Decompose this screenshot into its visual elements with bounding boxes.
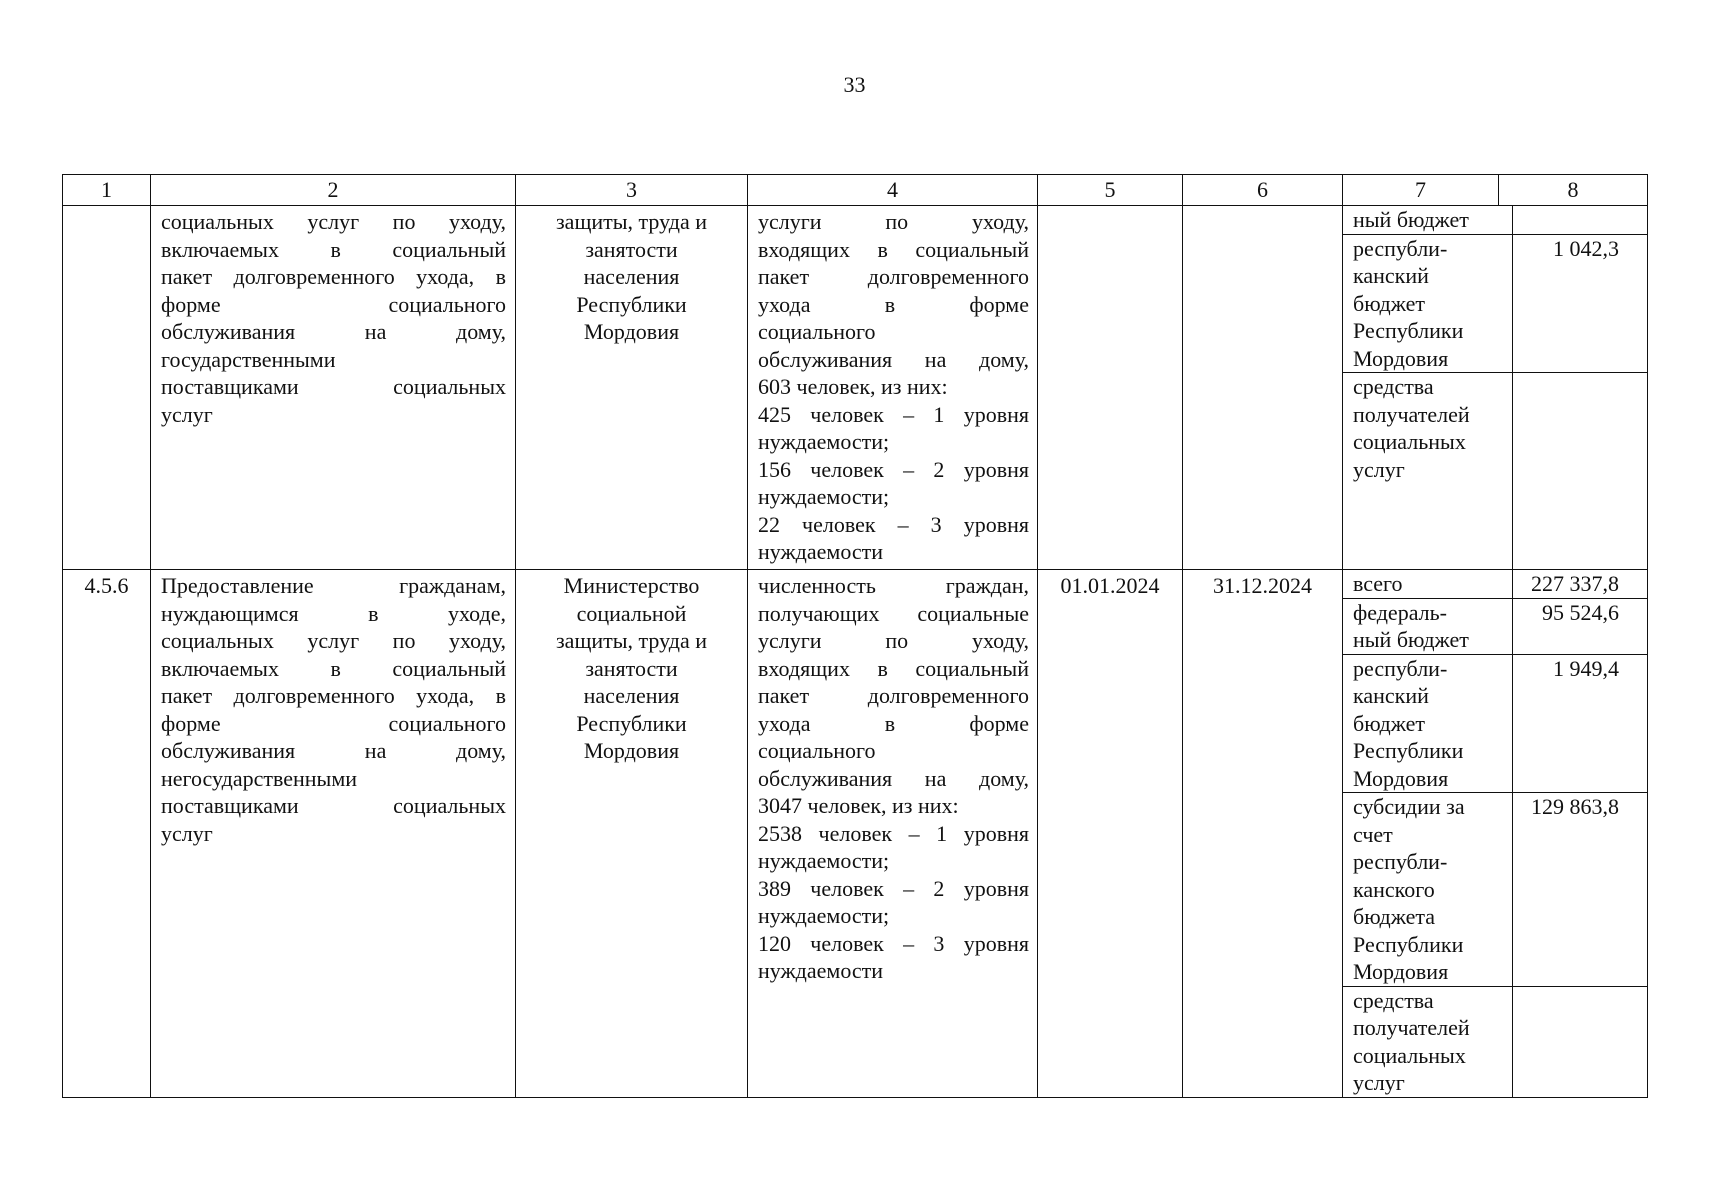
text-line: Мордовия — [583, 319, 680, 344]
text-line: защиты, труда и — [555, 209, 707, 234]
funding-amount — [1513, 373, 1648, 570]
text-line: нуждаемости — [758, 539, 884, 564]
text-line: услуг — [161, 401, 213, 427]
text-line: ухода в форме — [758, 710, 1029, 736]
text-line: поставщиками социальных — [161, 374, 506, 399]
header-col-8: 8 — [1567, 177, 1579, 202]
text-line: нуждаемости; — [758, 903, 890, 928]
text-line: 3047 человек, из них: — [758, 793, 959, 818]
text-line: населения — [583, 264, 680, 289]
text-line: нуждаемости — [758, 958, 884, 983]
funding-source: федераль- ный бюджет — [1343, 598, 1513, 654]
funding-amount — [1513, 206, 1648, 234]
text-line: социальной — [576, 600, 687, 626]
text-line: Предоставление гражданам, — [161, 573, 506, 598]
header-col-6: 6 — [1183, 175, 1343, 206]
text-line: услуги по уходу, — [758, 209, 1029, 234]
text-line: Республики — [576, 710, 687, 736]
text-line: нуждающимся в уходе, — [161, 600, 506, 626]
table-row — [63, 570, 1648, 1098]
header-col-7-8 — [1343, 175, 1648, 206]
funding-cell — [1343, 570, 1648, 1098]
text-line: Министерство — [563, 573, 700, 598]
funding-source: ный бюджет — [1343, 206, 1513, 234]
text-line: 389 человек – 2 уровня — [758, 875, 1029, 901]
text-line: поставщиками социальных — [161, 793, 506, 818]
text-line: включаемых в социальный — [161, 236, 506, 262]
funding-amount: 1 042,3 — [1513, 234, 1648, 373]
page-number: 33 — [843, 72, 866, 97]
indicator-cell — [748, 570, 1038, 1098]
text-line: включаемых в социальный — [161, 655, 506, 681]
end-date-cell — [1183, 206, 1343, 570]
funding-amount: 227 337,8 — [1513, 570, 1648, 598]
text-line: населения — [583, 683, 680, 708]
funding-source: республи- канский бюджет Республики Мордовия — [1343, 654, 1513, 793]
text-line: услуги по уходу, — [758, 628, 1029, 653]
text-line: Республики — [576, 291, 687, 317]
event-name-cell — [151, 570, 516, 1098]
funding-source: республи- канский бюджет Республики Мордовия — [1343, 234, 1513, 373]
end-date-cell: 31.12.2024 — [1183, 570, 1343, 1098]
funding-row — [1343, 793, 1647, 987]
text-line: занятости — [585, 236, 678, 262]
text-line: 2538 человек – 1 уровня — [758, 820, 1029, 846]
text-line: 120 человек – 3 уровня — [758, 930, 1029, 956]
text-line: социальных услуг по уходу, — [161, 628, 506, 653]
header-col-5: 5 — [1038, 175, 1183, 206]
event-name-cell — [151, 206, 516, 570]
text-line: 425 человек – 1 уровня — [758, 401, 1029, 427]
responsible-cell — [516, 206, 748, 570]
funding-row — [1343, 373, 1647, 570]
funding-amount: 1 949,4 — [1513, 654, 1648, 793]
text-line: нуждаемости; — [758, 848, 890, 873]
indicator-cell — [748, 206, 1038, 570]
row-number-cell — [63, 206, 151, 570]
text-line: защиты, труда и — [555, 628, 707, 653]
funding-row — [1343, 234, 1647, 373]
program-table — [62, 174, 1648, 1098]
text-line: обслуживания на дому, — [758, 346, 1029, 372]
row-number-cell: 4.5.6 — [63, 570, 151, 1098]
header-col-3: 3 — [516, 175, 748, 206]
text-line: услуг — [161, 820, 213, 846]
funding-source: средства получателей социальных услуг — [1343, 373, 1513, 570]
funding-amount: 129 863,8 — [1513, 793, 1648, 987]
responsible-cell — [516, 570, 748, 1098]
table-row — [63, 206, 1648, 570]
funding-row — [1343, 654, 1647, 793]
funding-amount: 95 524,6 — [1513, 598, 1648, 654]
text-line: социального — [758, 738, 876, 763]
funding-source: всего — [1343, 570, 1513, 598]
funding-source: средства получателей социальных услуг — [1343, 986, 1513, 1097]
funding-amount — [1513, 986, 1648, 1097]
text-line: форме социального — [161, 291, 506, 317]
funding-row — [1343, 206, 1647, 234]
funding-cell — [1343, 206, 1648, 570]
text-line: пакет долговременного — [758, 264, 1029, 289]
text-line: Мордовия — [583, 738, 680, 763]
text-line: обслуживания на дому, — [758, 765, 1029, 791]
text-line: 156 человек – 2 уровня — [758, 456, 1029, 482]
text-line: социальных услуг по уходу, — [161, 209, 506, 234]
header-col-4: 4 — [748, 175, 1038, 206]
text-line: государственными — [161, 346, 336, 372]
text-line: форме социального — [161, 710, 506, 736]
header-col-1: 1 — [63, 175, 151, 206]
text-line: пакет долговременного ухода, в — [161, 264, 506, 289]
text-line: занятости — [585, 655, 678, 681]
text-line: пакет долговременного — [758, 683, 1029, 708]
start-date-cell — [1038, 206, 1183, 570]
funding-row — [1343, 598, 1647, 654]
text-line: входящих в социальный — [758, 236, 1029, 262]
text-line: негосударственными — [161, 765, 358, 791]
text-line: нуждаемости; — [758, 429, 890, 454]
text-line: входящих в социальный — [758, 655, 1029, 681]
text-line: 603 человек, из них: — [758, 374, 948, 399]
header-col-7: 7 — [1343, 175, 1499, 205]
header-col-2: 2 — [151, 175, 516, 206]
text-line: ухода в форме — [758, 291, 1029, 317]
start-date-cell: 01.01.2024 — [1038, 570, 1183, 1098]
text-line: обслуживания на дому, — [161, 738, 506, 763]
text-line: пакет долговременного ухода, в — [161, 683, 506, 708]
header-row — [63, 175, 1648, 206]
funding-source: субсидии за счет республи- канского бюджета Республики Мордовия — [1343, 793, 1513, 987]
funding-row — [1343, 570, 1647, 598]
text-line: численность граждан, — [758, 573, 1029, 598]
text-line: обслуживания на дому, — [161, 319, 506, 344]
text-line: получающих социальные — [758, 600, 1029, 626]
funding-row — [1343, 986, 1647, 1097]
text-line: 22 человек – 3 уровня — [758, 511, 1029, 537]
text-line: нуждаемости; — [758, 484, 890, 509]
text-line: социального — [758, 319, 876, 344]
